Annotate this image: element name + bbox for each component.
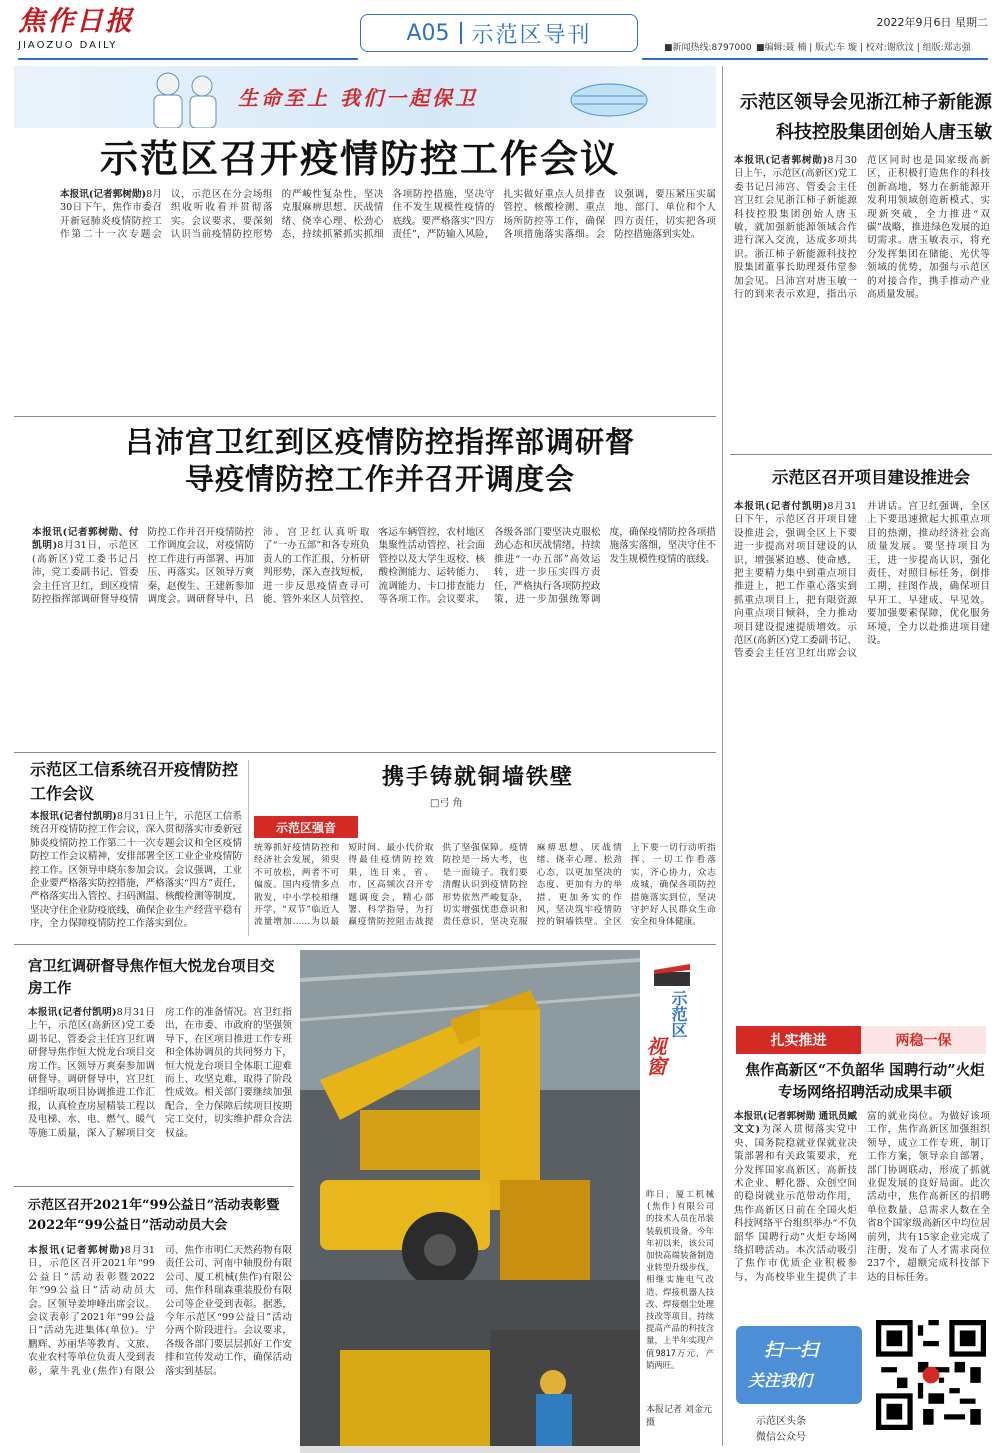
campaign-tag-right-label: 两稳一保 [895, 1033, 952, 1049]
article-6-title: 携手铸就铜墙铁壁 [381, 764, 574, 790]
news-hotline: ■新闻热线:8797000 [664, 43, 752, 53]
logo-english: JIAOZUO DAILY [18, 40, 118, 51]
campaign-tag-left-label: 扎实推进 [770, 1033, 827, 1049]
divider-v1 [248, 760, 249, 936]
campaign-tag-left [736, 1026, 861, 1054]
section-header [360, 14, 638, 52]
news-photo [300, 950, 640, 1448]
article-8-body [28, 1244, 292, 1442]
masthead-rule [18, 58, 358, 60]
logo-chinese: 焦作日报 [18, 6, 134, 37]
divider-r1 [730, 454, 992, 455]
photo-tag-line-1: 示范区 [669, 990, 688, 1038]
article-7-lead: 本报讯(记者付凯明) [28, 1007, 117, 1018]
photo-caption: 昨日，厦工机械(焦作)有限公司的技术人员在吊装装载机设备。今年年初以来，该公司加快高端装备制造业转型升级步伐，相继实施电气改造、焊接机器人技改、焊接烟尘处理技改等项目，持续提高产品的科技含量，上半年实现产值9817万元，产销两旺。 [646, 1189, 714, 1370]
article-1-title: 示范区召开疫情防控工作会议 [100, 136, 621, 181]
qr-slogan-line-2: 关注我们 [748, 1371, 813, 1390]
article-9-body [734, 1110, 990, 1316]
article-7-text: 8月31日上午，示范区(高新区)党工委副书记、管委会主任宫卫红调研督导焦作恒大悦龙台项目交房工作。区领导万爽秦参加调研督导。调研督导中，宫卫红详细听取项目协调推进工作汇报，认真检查房屋精装工程以及电梯、水、电、燃气、暖气等施工质量，深入了解项目交房工作的准备情况。宫卫红指出，在市委、市政府的坚强领导下，在区项目推进工作专班和全体协调员的共同努力下，恒大悦龙台项目全体职工迎难而上、攻坚克难，取得了阶段性成效。相关部门要继续加强配合，全力保障后续项目按期完工交付，切实维护群众合法权益。 [28, 1007, 292, 1139]
article-1-text: 8月30日下午，焦作市委召开新冠肺炎疫情防控工作第二十一次专题会议，示范区在分会场组织收听收看并贯彻落实。会议要求，要深刻认识当前疫情防控形势的严峻性复杂性，坚决克服麻痹思想、厌战情绪、侥幸心理、松劲心态，持续抓紧抓实抓细各项防控措施，坚决守住不发生规模性疫情的底线。要严格落实“四方责任”，严防输入风险，扎实做好重点人员排查管控、核酸检测、重点场所防控等工作，确保各项措施落实落细。会议强调，要压紧压实属地、部门、单位和个人四方责任，切实把各项防控措施落到实处。 [60, 189, 716, 241]
article-3-lead: 本报讯(记者郭树勋、付凯明) [32, 527, 139, 552]
qr-label-2: 微信公众号 [756, 1432, 806, 1443]
column-divider [722, 66, 723, 1446]
clapperboard-icon [652, 962, 692, 988]
article-3-body [32, 526, 716, 748]
qr-label-1: 示范区头条 [756, 1416, 806, 1427]
campaign-tag-right [861, 1026, 986, 1054]
article-2-body [734, 154, 990, 444]
factory-crane-photo [300, 950, 640, 1448]
issue-date: 2022年9月6日 星期二 [876, 16, 988, 29]
qr-slogan-box [736, 1326, 862, 1404]
qr-slogan-line-1: 扫一扫 [764, 1340, 818, 1361]
bottom-margin-strip [300, 1446, 640, 1453]
article-1-lead: 本报讯(记者郭树勋) [60, 189, 147, 200]
page-code: A05 [406, 20, 450, 46]
divider-4 [14, 1186, 294, 1187]
article-6-body [254, 842, 716, 934]
article-2-title: 示范区领导会见浙江柿子新能源科技控股集团创始人唐玉敏 [740, 92, 992, 143]
article-6-text: 统筹抓好疫情防控和经济社会发展，须臾不可放松，两者不可偏废。国内疫情多点散发，中小学校相继开学，“双节”临近人流量增加……为以最短时间、最小代价取得最佳疫情防控效果，连日来，省、市、区高频次召开专题调度会，精心部署、科学指导，为打赢疫情防控阻击战提供了坚强保障。疫情防控是一场大考，也是一面镜子。我们要清醒认识到疫情防控形势依然严峻复杂，切实增强忧患意识和责任意识，坚决克服麻痹思想、厌战情绪、侥幸心理、松劲心态，以更加坚决的态度、更加有力的举措、更加务实的作风，坚决筑牢疫情防控的铜墙铁壁。全区上下要一切行动听指挥、一切工作看落实，齐心协力，众志成城，确保各项防控措施落实到位，坚决守护好人民群众生命安全和身体健康。 [254, 843, 716, 928]
article-4-body [734, 500, 990, 1020]
newspaper-logo [18, 6, 140, 58]
article-8-text: 8月31日，示范区召开2021年“99公益日”活动表彰暨2022年“99公益日”活动动员大会。区领导姜坤峰出席会议。会议表彰了2021年“99公益日”活动先进集体(单位)。宁鹏辉、苏丽华等教育、文旅、农业农村等单位负责人受到表彰，蒙牛乳业(焦作)有限公司、焦作市明仁天然药物有限责任公司、河南中轴股份有限公司、厦工机械(焦作)有限公司、焦作科瑞森重装股份有限公司等企业受到表彰。据悉，今年示范区“99公益日”活动分两个阶段进行。会议要求，各级各部门要层层抓好工作安排和宣传发动工作，确保活动落实到基层。 [28, 1245, 292, 1377]
divider-2 [14, 752, 716, 753]
article-9-text: 为深入贯彻落实党中央、国务院稳就业保就业决策部署和有关政策要求，充分发挥国家高新区、高新技术企业、孵化器、众创空间的稳岗就业示范带动作用，焦作高新区日前在全国火炬科技网络平台组织举办“不负韶华 国聘行动”火炬专场网络招聘活动。本次活动吸引了焦作市优质企业积极参与，为高校毕业生提供了丰富的就业岗位。为做好该项工作，焦作高新区加强组织领导，成立工作专班，制订工作方案，领导亲自部署，部门协调联动，形成了抓就业促发展的良好局面。此次活动中，焦作高新区的招聘单位数量、总需求人数在全省8个国家级高新区中均位居前列，共有15家企业完成了注册，发布了人才需求岗位237个，超额完成科技部下达的目标任务。 [734, 1111, 990, 1283]
article-7-title: 宫卫红调研督导焦作恒大悦龙台项目交房工作 [28, 958, 275, 997]
section-title: 示范区导刊 [471, 22, 592, 48]
qr-block [736, 1320, 990, 1446]
masthead [0, 0, 1000, 66]
masthead-rule-right [642, 58, 988, 60]
article-5-lead: 本报讯(记者付凯明) [30, 811, 117, 822]
editor-credits: ■编辑:聂 楠 | 版式:车 璇 | 校对:谢欣汶 | 组版:郑志强 [756, 43, 971, 53]
article-5-body [30, 810, 242, 932]
article-4-title: 示范区召开项目建设推进会 [772, 468, 970, 487]
campaign-tag [736, 1026, 986, 1054]
article-2-lead: 本报讯(记者郭树勋) [734, 155, 828, 166]
article-7-body [28, 1006, 292, 1180]
photo-credit: 本报记者 刘金元 摄 [646, 1405, 712, 1428]
article-3-text: 8月31日，示范区(高新区)党工委书记吕沛，党工委副书记、管委会主任宫卫红，到区疫情防控指挥部调研督导疫情防控工作并召开疫情防控工作调度会议，对疫情防控工作进行再部署、再加压、再落实。区领导万爽秦，赵俊生、王建新参加调度会。调研督导中，吕沛、宫卫红认真听取了“一办五部”和各专班负责人的工作汇报，分析研判形势，深入查找短板，进一步反思疫情查寻可能、管外来区人员管控、客运车辆管控，农村地区集聚性活动管控、社会面管控以及大学生返校、核酸检测能力、运转能力、流调能力、卡口排查能力等各项工作。会议要求，各级各部门要坚决克服松劲心态和厌战情绪，持续推进“一办五部”高效运转，进一步压实四方责任，严格执行各项防控政策，进一步加强统筹调度，确保疫情防控各项措施落实落细，坚决守住不发生规模性疫情的底线。 [32, 527, 716, 606]
divider-1 [14, 416, 716, 417]
divider-3 [14, 944, 716, 945]
article-6-byline: □弓 角 [430, 798, 463, 809]
banner-slogan: 生命至上 我们一起保卫 [238, 86, 478, 110]
banner-figures-icon [140, 66, 230, 128]
epidemic-banner [14, 66, 716, 128]
qr-code-icon[interactable] [876, 1320, 986, 1430]
article-8-title: 示范区召开2021年“99公益日”活动表彰暨2022年“99公益日”活动动员大会 [28, 1198, 280, 1233]
mask-icon [554, 66, 664, 128]
article-1-body [60, 188, 716, 410]
article-8-lead: 本报讯(记者郭树勋) [28, 1245, 125, 1256]
article-9-title: 焦作高新区“不负韶华 国聘行动”火炬专场网络招聘活动成果丰硕 [745, 1062, 985, 1101]
article-3-title: 吕沛宫卫红到区疫情防控指挥部调研督导疫情防控工作并召开调度会 [124, 425, 635, 496]
photo-column-tag [644, 962, 702, 1088]
article-5-title: 示范区工信系统召开疫情防控工作会议 [30, 760, 239, 803]
article-5-text: 8月31日上午，示范区工信系统召开疫情防控工作会议，深入贯彻落实市委新冠肺炎疫情防控工作第二十一次专题会议和全区疫情防控工作会议精神，安排部署全区工业企业疫情防控工作。区领导申晓东参加会议。会议强调，工业企业要严格落实防控措施，严格落实“四方”责任，严格落实出入管控、扫码测温、核酸检测等制度，坚决守住企业防疫底线，确保企业生产经营平稳有序，全力保障疫情防控工作落实到位。 [30, 811, 242, 930]
article-9-lead: 本报讯(记者郭树勋 通讯员臧文文) [734, 1111, 858, 1136]
article-4-lead: 本报讯(记者付凯明) [734, 501, 828, 512]
commentary-tag [254, 816, 358, 838]
section-divider [460, 22, 462, 44]
commentary-tag-label: 示范区强音 [275, 820, 336, 835]
article-4-text: 8月31日下午，示范区召开项目建设推进会，强调全区上下要进一步提高对项目建设的认识，增强紧迫感、使命感，把主要精力集中到重点项目推进上，把工作重心落实到抓重点项目上，把有限资源向重点项目倾斜，全力推动项目建设提速提质增效。示范区(高新区)党工委副书记、管委会主任宫卫红出席会议并讲话。宫卫红强调，全区上下要迅速掀起大抓重点项目的热潮，推动经济社会高质量发展。要坚持项目为王，进一步提高认识，强化责任，对照目标任务，倒排工期，挂图作战，确保项目早开工、早建成、早见效。要加强要素保障，优化服务环境，全力以赴推进项目建设。 [734, 501, 990, 660]
photo-tag-line-2: 视窗 [643, 1036, 667, 1076]
article-2-text: 8月30日上午，示范区(高新区)党工委书记吕沛宫、管委会主任宫卫红会见浙江柿子新能源科技控股集团创始人唐玉敏，就加强新能源领域合作进行深入交流，达成多项共识。浙江柿子新能源科技控股集团董事长助理聂伟堂参加会见。吕沛宫对唐玉敏一行的到来表示欢迎，指出示范区同时也是国家级高新区，正积极打造焦作的科技创新高地，努力在新能源开发利用领域创造新模式、实现新突破，全力推进“双碳”战略，推进绿色发展的迫切需求。唐玉敏表示，将充分发挥集团在储能、光伏等领域的优势，加强与示范区的对接合作，携手推动产业高质量发展。 [734, 155, 990, 301]
